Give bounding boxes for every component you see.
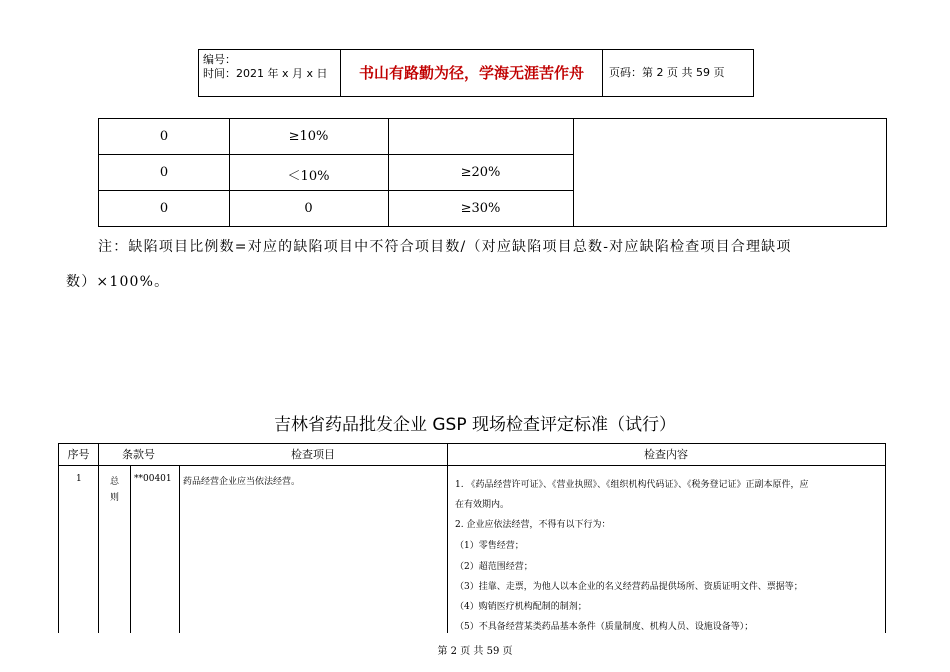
grade-cell: ≥20%	[460, 165, 501, 180]
column-header-clause: 条款号	[122, 448, 155, 461]
document-date-label: 时间：2021 年 x 月 x 日	[203, 67, 328, 80]
section-title: 吉林省药品批发企业 GSP 现场检查评定标准（试行）	[273, 415, 677, 435]
column-header-content: 检查内容	[644, 448, 688, 461]
row-category-line2: 则	[110, 493, 120, 503]
note-line-2: 数）×100%。	[66, 274, 170, 290]
row-item: 药品经营企业应当依法经营。	[183, 477, 301, 487]
header-motto: 书山有路勤为径，学海无涯苦作舟	[358, 64, 584, 82]
content-line: 在有效期内。	[455, 500, 510, 510]
page-header	[198, 49, 754, 97]
grade-cell: 0	[159, 165, 169, 180]
note-line-1: 注：缺陷项目比例数=对应的缺陷项目中不符合项目数/（对应缺陷项目总数-对应缺陷检查项目合理缺项	[98, 239, 792, 255]
grade-cell: ≥10%	[288, 129, 329, 144]
grade-cell: 0	[159, 201, 169, 216]
content-line: 1. 《药品经营许可证》、《营业执照》、《组织机构代码证》、《税务登记证》正副本原件，应	[455, 480, 809, 490]
page-footer: 第 2 页 共 59 页	[437, 646, 513, 657]
header-motto-cell	[341, 50, 603, 96]
content-line: （2）超范围经营；	[455, 562, 533, 572]
row-clause: **00401	[134, 474, 172, 484]
content-line: 2. 企业应依法经营，不得有以下行为：	[455, 520, 611, 530]
row-category-line1: 总	[110, 477, 120, 487]
grade-table	[98, 118, 887, 227]
inspection-table	[58, 443, 886, 633]
header-page-label: 页码：第 2 页 共 59 页	[609, 66, 725, 79]
grade-cell: ＜10%	[287, 169, 330, 184]
document-number-label: 编号：	[203, 53, 236, 66]
grade-cell: ≥30%	[460, 201, 501, 216]
column-header-item: 检查项目	[291, 448, 335, 461]
content-line: （3）挂靠、走票，为他人以本企业的名义经营药品提供场所、资质证明文件、票据等；	[455, 582, 803, 592]
header-page-cell	[603, 50, 753, 96]
content-line: （5）不具备经营某类药品基本条件（质量制度、机构人员、设施设备等）；	[455, 622, 754, 632]
content-line: （4）购销医疗机构配制的制剂；	[455, 602, 587, 612]
column-header-seq: 序号	[67, 448, 90, 461]
header-meta-cell	[199, 50, 341, 96]
row-seq: 1	[76, 474, 82, 484]
content-line: （1）零售经营；	[455, 541, 524, 551]
grade-cell: 0	[159, 129, 169, 144]
grade-cell: 0	[304, 201, 313, 216]
